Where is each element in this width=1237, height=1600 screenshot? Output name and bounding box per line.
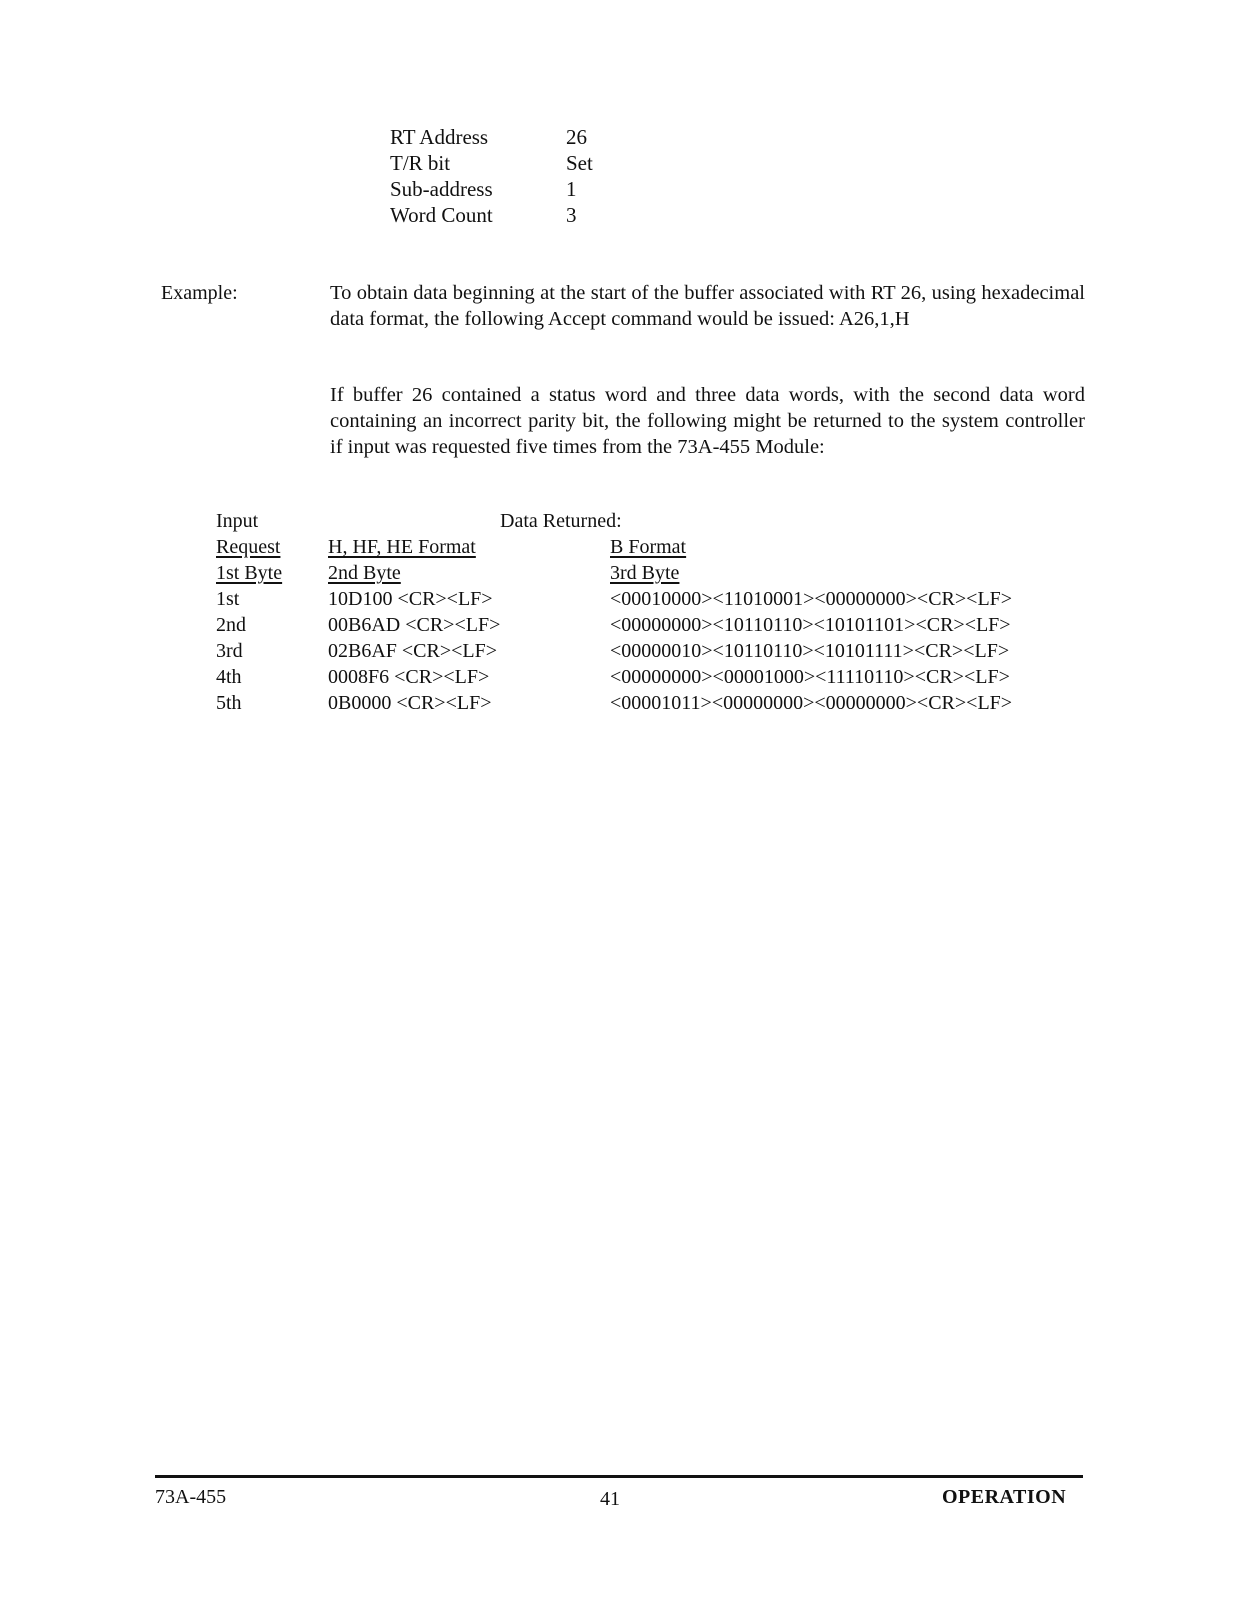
header-data-returned: Data Returned: bbox=[500, 510, 622, 532]
parameter-list bbox=[390, 124, 630, 228]
param-row-rt-address bbox=[390, 124, 630, 150]
footer-model: 73A-455 bbox=[155, 1486, 227, 1508]
example-paragraph-1: To obtain data beginning at the start of the buffer associated with RT 26, using hexadecimal data format, the following Accept command would be issued: A26,1,H bbox=[330, 282, 1085, 330]
param-label: Word Count bbox=[390, 203, 493, 227]
table-row-hex: 10D100 <CR><LF> bbox=[328, 588, 493, 610]
table-row-bin: <00001011><00000000><00000000><CR><LF> bbox=[610, 692, 1013, 714]
example-label: Example: bbox=[161, 282, 238, 304]
param-row-sub-address bbox=[390, 176, 630, 202]
example-paragraph-2: If buffer 26 contained a status word and three data words, with the second data word containing an incorrect parity bit, the following might be returned to the system controller if input was requested five times from the 73A-455 Module: bbox=[330, 384, 1085, 458]
param-value: Set bbox=[566, 151, 593, 175]
table-row-hex: 02B6AF <CR><LF> bbox=[328, 640, 498, 662]
param-label: T/R bit bbox=[390, 151, 451, 175]
footer-section-title: OPERATION bbox=[942, 1486, 1067, 1508]
table-row-request: 3rd bbox=[216, 640, 243, 662]
param-value: 26 bbox=[566, 125, 587, 149]
header-3rd-byte: 3rd Byte bbox=[610, 562, 680, 584]
table-row-request: 1st bbox=[216, 588, 240, 610]
table-row-hex: 0008F6 <CR><LF> bbox=[328, 666, 490, 688]
table-row-bin: <00000000><10110110><10101101><CR><LF> bbox=[610, 614, 1011, 636]
table-row-bin: <00000010><10110110><10101111><CR><LF> bbox=[610, 640, 1010, 662]
header-b-format: B Format bbox=[610, 536, 687, 558]
table-row-hex: 0B0000 <CR><LF> bbox=[328, 692, 492, 714]
data-returned-table bbox=[216, 508, 1096, 718]
param-label: RT Address bbox=[390, 125, 489, 149]
param-value: 1 bbox=[566, 177, 577, 201]
header-2nd-byte: 2nd Byte bbox=[328, 562, 401, 584]
table-row-bin: <00000000><00001000><11110110><CR><LF> bbox=[610, 666, 1010, 688]
table-row-hex: 00B6AD <CR><LF> bbox=[328, 614, 501, 636]
table-row-request: 5th bbox=[216, 692, 242, 714]
param-row-word-count bbox=[390, 202, 630, 228]
table-row-bin: <00010000><11010001><00000000><CR><LF> bbox=[610, 588, 1013, 610]
param-label: Sub-address bbox=[390, 177, 493, 201]
header-input: Input bbox=[216, 510, 259, 532]
header-hex-format: H, HF, HE Format bbox=[328, 536, 476, 558]
header-request: Request bbox=[216, 536, 281, 558]
param-row-tr-bit bbox=[390, 150, 630, 176]
table-row-request: 4th bbox=[216, 666, 242, 688]
table-row-request: 2nd bbox=[216, 614, 246, 636]
page-number: 41 bbox=[600, 1488, 620, 1510]
footer-divider bbox=[155, 1475, 1083, 1478]
header-1st-byte: 1st Byte bbox=[216, 562, 283, 584]
param-value: 3 bbox=[566, 203, 577, 227]
